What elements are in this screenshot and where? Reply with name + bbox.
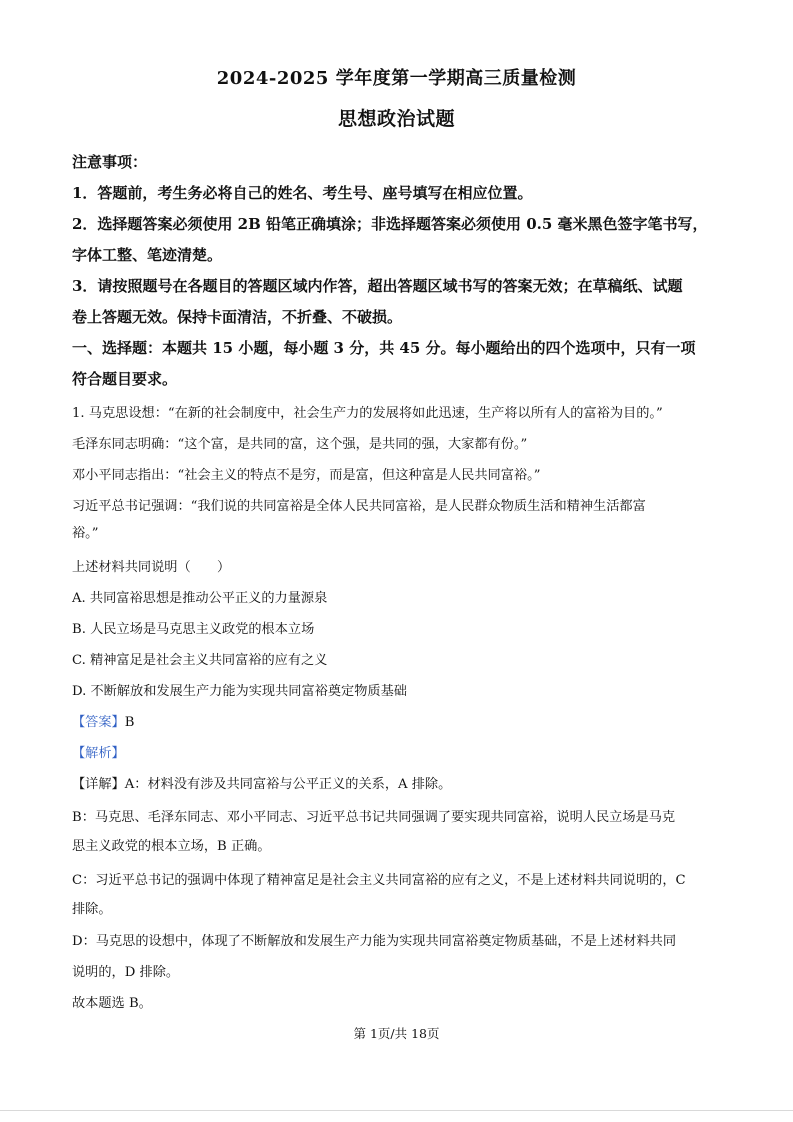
question-stem-line: 毛泽东同志明确：“这个富，是共同的富，这个强，是共同的强，大家都有份。”: [72, 437, 528, 452]
notes-line: 2．选择题答案必须使用 2B 铅笔正确填涂；非选择题答案必须使用 0.5 毫米黑色签字笔书写，: [72, 215, 708, 233]
answer-tag: 【答案】: [72, 715, 125, 730]
option-a: A. 共同富裕思想是推动公平正义的力量源泉: [72, 591, 328, 606]
question-prompt: 上述材料共同说明（ ）: [72, 560, 231, 575]
option-d: D. 不断解放和发展生产力能为实现共同富裕奠定物质基础: [72, 684, 407, 699]
detail-line: 故本题选 B。: [72, 996, 152, 1011]
detail-line: 说明的，D 排除。: [72, 965, 180, 980]
question-stem-line: 习近平总书记强调：“我们说的共同富裕是全体人民共同富裕，是人民群众物质生活和精神生活都富: [72, 499, 646, 514]
detail-line: 思主义政党的根本立场，B 正确。: [72, 839, 271, 854]
question-stem-line: 邓小平同志指出：“社会主义的特点不是穷，而是富，但这种富是人民共同富裕。”: [72, 468, 541, 483]
option-c: C. 精神富足是社会主义共同富裕的应有之义: [72, 653, 328, 668]
exam-title: 2024-2025 学年度第一学期高三质量检测: [216, 68, 577, 89]
detail-line: 排除。: [72, 902, 112, 917]
exam-subtitle: 思想政治试题: [337, 108, 455, 130]
notes-line: 卷上答题无效。保持卡面清洁，不折叠、不破损。: [72, 308, 403, 326]
detail-line: D：马克思的设想中，体现了不断解放和发展生产力能为实现共同富裕奠定物质基础，不是上述材料共同: [72, 934, 677, 949]
detail-line: 【详解】A：材料没有涉及共同富裕与公平正义的关系，A 排除。: [72, 777, 452, 792]
question-stem-line: 1. 马克思设想：“在新的社会制度中，社会生产力的发展将如此迅速，生产将以所有人的富裕为目的。”: [72, 406, 663, 421]
notes-line: 1．答题前，考生务必将自己的姓名、考生号、座号填写在相应位置。: [72, 184, 533, 202]
answer-line: [72, 711, 134, 730]
detail-line: C：习近平总书记的强调中体现了精神富足是社会主义共同富裕的应有之义，不是上述材料共同说明的，C: [72, 873, 686, 888]
analysis-tag: 【解析】: [72, 746, 125, 761]
detail-line: B：马克思、毛泽东同志、邓小平同志、习近平总书记共同强调了要实现共同富裕，说明人民立场是马克: [72, 810, 676, 825]
question-stem-line: 裕。”: [72, 526, 99, 541]
notes-heading: 注意事项：: [72, 153, 148, 171]
answer-value: B: [124, 715, 135, 730]
section-heading: 一、选择题：本题共 15 小题，每小题 3 分，共 45 分。每小题给出的四个选项中，只有一项: [72, 339, 696, 357]
page-number: 第 1页/共 18页: [353, 1026, 440, 1041]
page-bottom-divider: [0, 1110, 793, 1111]
option-b: B. 人民立场是马克思主义政党的根本立场: [72, 622, 315, 637]
section-heading: 符合题目要求。: [72, 370, 178, 388]
notes-line: 字体工整、笔迹清楚。: [72, 246, 223, 264]
notes-line: 3．请按照题号在各题目的答题区域内作答，超出答题区域书写的答案无效；在草稿纸、试题: [72, 277, 683, 295]
